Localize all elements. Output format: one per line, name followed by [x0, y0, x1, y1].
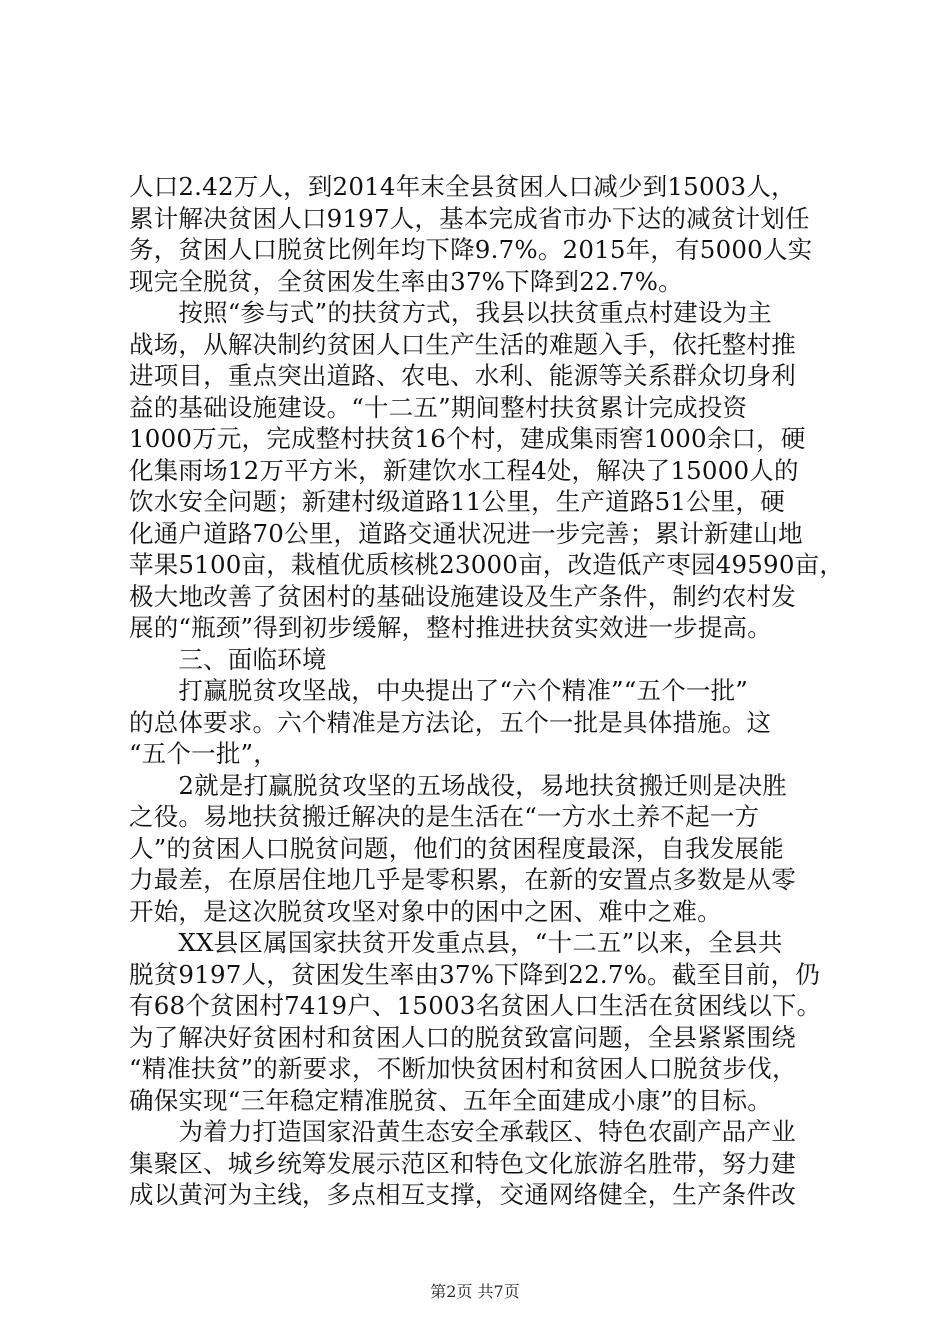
text-line: 益的基础设施建设。“十二五”期间整村扶贫累计完成投资 — [129, 392, 748, 422]
text-line: XX县区属国家扶贫开发重点县，“十二五”以来，全县共 — [129, 928, 783, 957]
paragraph — [129, 644, 829, 676]
paragraph — [129, 927, 829, 1116]
text-line: 化集雨场12万平方米，新建饮水工程4处，解决了15000人的 — [129, 455, 799, 485]
paragraph — [129, 171, 829, 297]
text-line: 战场，从解决制约贫困人口生产生活的难题入手，依托整村推 — [129, 329, 796, 359]
text-line: 极大地改善了贫困村的基础设施建设及生产条件，制约农村发 — [129, 581, 796, 611]
text-line: 脱贫9197人，贫困发生率由37%下降到22.7%。截至目前，仍 — [129, 959, 821, 989]
text-line: 之役。易地扶贫搬迁解决的是生活在“一方水土养不起一方 — [129, 802, 760, 831]
text-line: 按照“参与式”的扶贫方式，我县以扶贫重点村建设为主 — [129, 298, 772, 327]
text-line: 1000万元，完成整村扶贫16个村，建成集雨窖1000余口，硬 — [129, 424, 806, 453]
text-line: 累计解决贫困人口9197人，基本完成省市办下达的减贫计划任 — [129, 203, 810, 233]
text-line: 现完全脱贫，全贫困发生率由37%下降到22.7%。 — [129, 266, 683, 296]
text-line: 力最差，在原居住地几乎是零积累，在新的安置点多数是从零 — [129, 865, 796, 894]
text-line: 的总体要求。六个精准是方法论，五个一批是具体措施。这 — [129, 707, 772, 737]
text-line: “精准扶贫”的新要求，不断加快贫困村和贫困人口脱贫步伐， — [129, 1054, 797, 1083]
text-line: 为了解决好贫困村和贫困人口的脱贫致富问题，全县紧紧围绕 — [129, 1022, 796, 1052]
text-line: 2就是打赢脱贫攻坚的五场战役，易地扶贫搬迁则是决胜 — [129, 770, 787, 800]
text-line: 有68个贫困村7419户、15003名贫困人口生活在贫困线以下。 — [129, 991, 822, 1020]
document-body — [129, 171, 845, 1211]
text-line: 务，贫困人口脱贫比例年均下降9.7%。2015年，有5000人实 — [129, 235, 813, 264]
text-line: 打赢脱贫攻坚战，中央提出了“六个精准”“五个一批” — [129, 676, 748, 705]
text-line: 展的“瓶颈”得到初步缓解，整村推进扶贫实效进一步提高。 — [129, 613, 772, 642]
text-line: 人口2.42万人，到2014年末全县贫困人口减少到15003人， — [129, 172, 796, 201]
text-line: 开始，是这次脱贫攻坚对象中的困中之困、难中之难。 — [129, 896, 722, 926]
paragraph — [129, 770, 829, 928]
paragraph — [129, 1116, 829, 1211]
text-line: 饮水安全问题；新建村级道路11公里，生产道路51公里，硬 — [129, 487, 785, 516]
text-line: 为着力打造国家沿黄生态安全承载区、特色农副产品产业 — [129, 1117, 796, 1146]
text-line: “五个一批”， — [129, 739, 278, 768]
text-line: 进项目，重点突出道路、农电、水利、能源等关系群众切身利 — [129, 361, 796, 390]
page-footer: 第2页 共7页 — [430, 1282, 520, 1301]
text-line: 三、面临环境 — [129, 644, 327, 674]
text-line: 人”的贫困人口脱贫问题，他们的贫困程度最深，自我发展能 — [129, 833, 784, 863]
text-line: 集聚区、城乡统筹发展示范区和特色文化旅游名胜带，努力建 — [129, 1148, 796, 1178]
text-line: 苹果5100亩，栽植优质核桃23000亩，改造低产枣园49590亩， — [129, 550, 845, 579]
paragraph — [129, 297, 845, 644]
paragraph — [129, 675, 829, 770]
text-line: 确保实现“三年稳定精准脱贫、五年全面建成小康”的目标。 — [129, 1085, 772, 1115]
text-line: 成以黄河为主线，多点相互支撑，交通网络健全，生产条件改 — [129, 1180, 796, 1209]
text-line: 化通户道路70公里，道路交通状况进一步完善；累计新建山地 — [129, 518, 803, 548]
